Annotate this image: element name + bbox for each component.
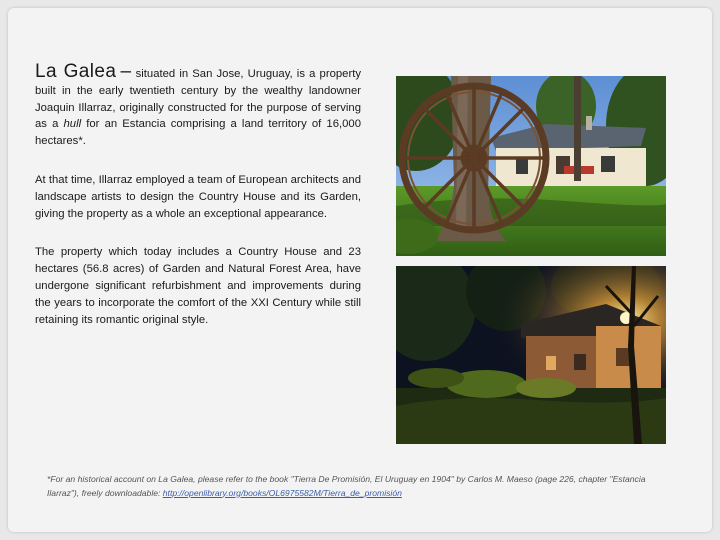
wagon-wheel-photo <box>396 76 666 256</box>
slide <box>8 8 712 532</box>
footnote <box>47 473 677 500</box>
paragraph-property: The property which today includes a Country House and 23 hectares (56.8 acres) of Garden and Natural Forest Area, have undergone significant refurbishment and improvements during the years to incorporate the comfort of the XXI Century while still retaining its romantic original style. <box>35 246 361 326</box>
intro-tail: for an Estancia comprising a land territory of 16,000 hectares*. <box>35 118 361 148</box>
footnote-text: *For an historical account on La Galea, please refer to the book "Tierra De Promisión, El Uruguay en 1904" by Carlos M. Maeso (page 226, chapter "Estancia Ilarraz"), freely downloadable: <box>47 474 646 498</box>
title-dash: – <box>120 61 132 82</box>
intro-emphasis: hull <box>63 118 82 131</box>
title: La Galea <box>35 61 117 82</box>
text-column <box>35 61 361 328</box>
photo-country-house-night <box>396 266 666 444</box>
paragraph-architects: At that time, Illarraz employed a team of European architects and landscape artists to design the Country House and its Garden, giving the property as a whole an exceptional appearance. <box>35 173 361 220</box>
footnote-link[interactable]: http://openlibrary.org/books/OL6975582M/Tierra_de_promisión <box>162 487 402 498</box>
night-house-photo <box>396 266 666 444</box>
photo-country-house-day <box>396 76 666 256</box>
intro-lead: situated in San Jose, Uruguay, is a property built in the early twentieth century by the wealthy landowner Joaquin Illarraz, originally constructed for the purpose of serving as a <box>35 68 361 131</box>
paragraph-intro <box>35 61 361 150</box>
